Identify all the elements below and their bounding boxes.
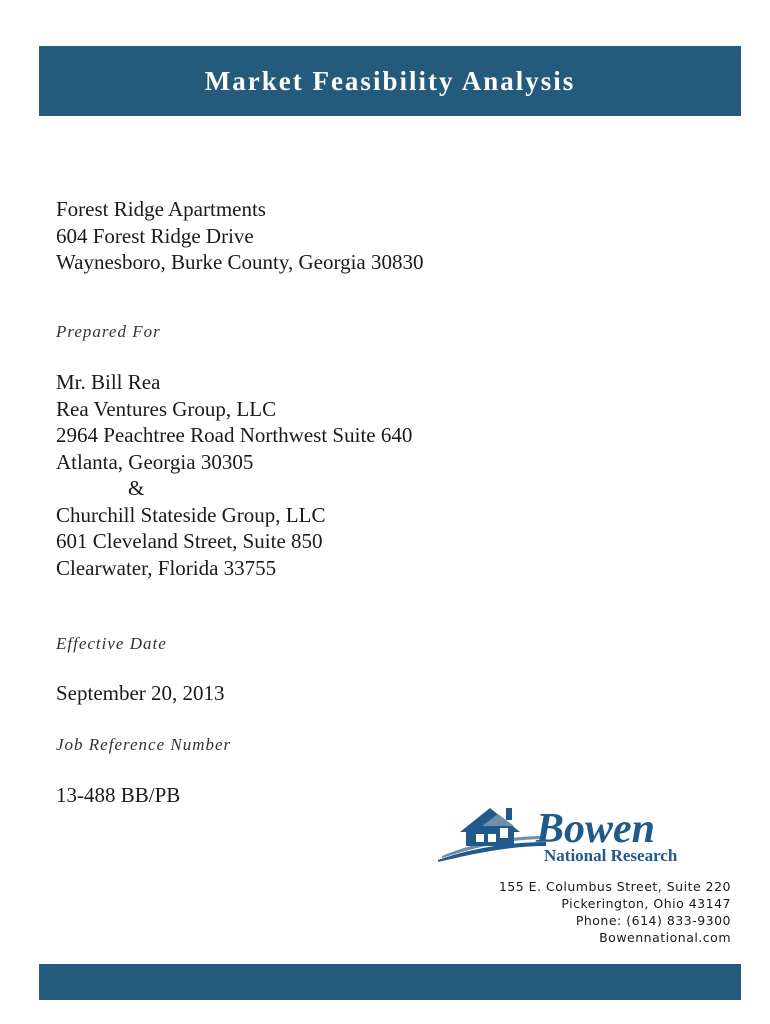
company-contact: [499, 878, 731, 946]
title-banner: [39, 46, 741, 116]
effective-date-label: Effective Date: [56, 634, 167, 653]
house-swoosh-icon: [436, 798, 736, 866]
footer-bar: [39, 964, 741, 1000]
bowen-logo: [436, 798, 736, 866]
company-city: Pickerington, Ohio 43147: [561, 896, 731, 911]
client-org2-city: Clearwater, Florida 33755: [56, 555, 277, 580]
effective-date-value: September 20, 2013: [56, 681, 225, 705]
company-phone: Phone: (614) 833-9300: [575, 913, 731, 928]
job-reference-label: Job Reference Number: [56, 735, 232, 754]
document-title: Market Feasibility Analysis: [204, 65, 576, 96]
company-street: 155 E. Columbus Street, Suite 220: [498, 879, 731, 894]
client-org1: Rea Ventures Group, LLC: [56, 396, 277, 421]
client-org2: Churchill Stateside Group, LLC: [56, 502, 326, 527]
client-org2-street: 601 Cleveland Street, Suite 850: [56, 529, 323, 553]
prepared-for-label: Prepared For: [56, 322, 161, 341]
company-website: Bowennational.com: [599, 930, 731, 945]
property-name: Forest Ridge Apartments: [56, 197, 266, 221]
ampersand: &: [128, 476, 145, 500]
property-city: Waynesboro, Burke County, Georgia 30830: [56, 250, 424, 274]
logo-word-national-research: National Research: [544, 846, 678, 865]
client-org1-street: 2964 Peachtree Road Northwest Suite 640: [56, 423, 413, 447]
client-contact: Mr. Bill Rea: [56, 370, 161, 394]
prepared-for-block: [56, 369, 412, 581]
property-address: [56, 196, 424, 276]
logo-word-bowen: Bowen: [536, 806, 656, 852]
client-org1-city: Atlanta, Georgia 30305: [56, 449, 254, 474]
job-reference-value: 13-488 BB/PB: [56, 783, 181, 807]
property-street: 604 Forest Ridge Drive: [56, 223, 254, 248]
